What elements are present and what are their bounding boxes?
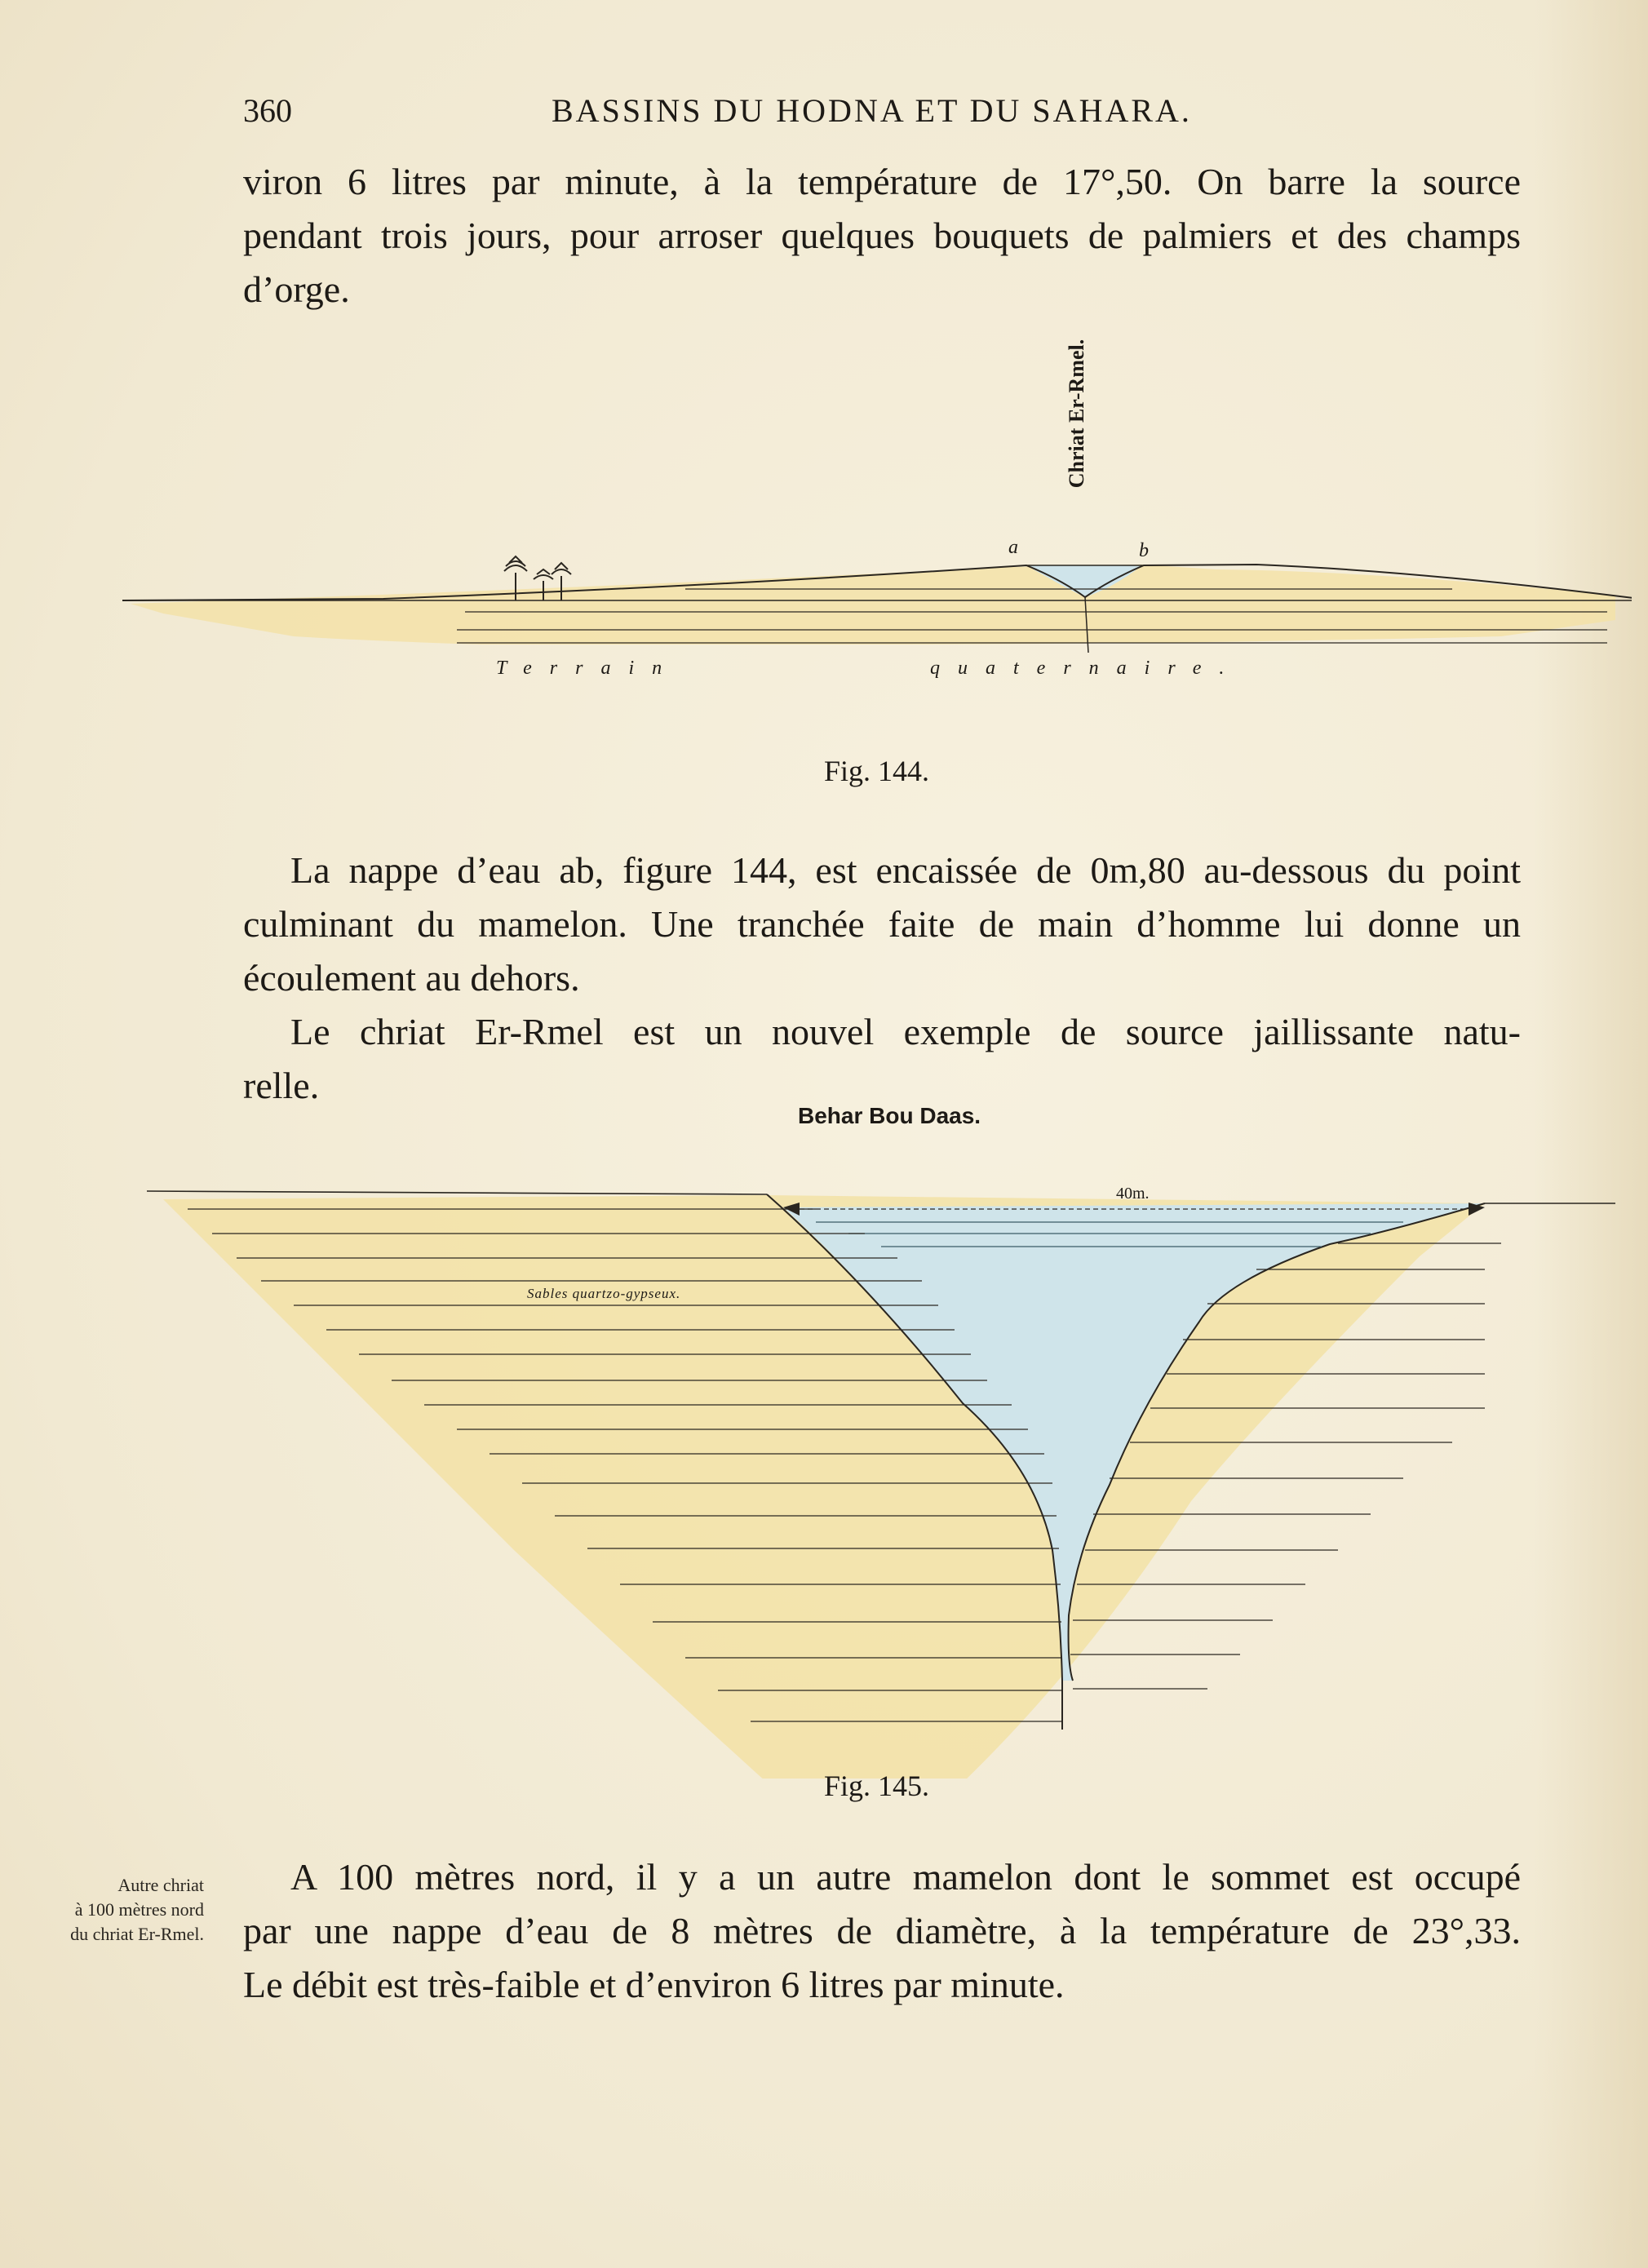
margin-note-line: à 100 mètres nord [74,1899,204,1920]
paragraph-line: Le chriat Er-Rmel est un nouvel exemple de source jaillissante natu- [290,1011,1521,1052]
figure-144-diagram [114,310,1632,693]
figure-144-terrain-label: Terrain [496,658,680,679]
paragraph-line: culminant du mamelon. Une tranchée faite de main d’homme lui donne un [243,903,1521,945]
paragraph-line: d’orge. [243,268,350,310]
running-head [243,91,1516,140]
figure-145-diagram [147,1158,1632,1779]
paragraph-line: Le débit est très-faible et d’environ 6 litres par minute. [243,1964,1065,2005]
paragraph-4 [243,1850,1521,2012]
paragraph-line: relle. [243,1065,320,1106]
figure-145-caption: Fig. 145. [824,1770,930,1802]
paragraph-line: A 100 mètres nord, il y a un autre mamelon dont le sommet est occupé [290,1856,1521,1898]
paragraph-line: viron 6 litres par minute, à la température de 17°,50. On barre la source [243,161,1521,202]
figure-145-title: Behar Bou Daas. [798,1103,981,1128]
paragraph-1 [243,155,1521,317]
paragraph-line: La nappe d’eau ab, figure 144, est encaissée de 0m,80 au-dessous du point [290,849,1521,891]
paragraph-line: par une nappe d’eau de 8 mètres de diamètre, à la température de 23°,33. [243,1910,1521,1951]
chriat-er-rmel-label: Chriat Er-Rmel. [1065,339,1088,489]
figure-145-width-label: 40m. [1116,1185,1150,1203]
figure-145-layer-label: Sables quartzo-gypseux. [527,1286,681,1301]
figure-144-caption: Fig. 144. [824,755,930,787]
figure-144-label-a: a [1008,537,1018,558]
figure-144-label-b: b [1139,540,1149,561]
paragraph-line: écoulement au dehors. [243,957,580,999]
margin-note-line: du chriat Er-Rmel. [70,1924,204,1944]
paragraph-3 [243,1005,1521,1113]
margin-note-line: Autre chriat [117,1875,204,1895]
paragraph-2 [243,844,1521,1005]
figure-144-quaternaire-label: quaternaire. [930,658,1243,679]
page-number: 360 [243,92,292,129]
running-title: BASSINS DU HODNA ET DU SAHARA. [552,92,1192,129]
figure-144-vertical-label [1061,328,1093,499]
margin-note [0,1873,204,1947]
paragraph-line: pendant trois jours, pour arroser quelques bouquets de palmiers et des champs [243,215,1521,256]
